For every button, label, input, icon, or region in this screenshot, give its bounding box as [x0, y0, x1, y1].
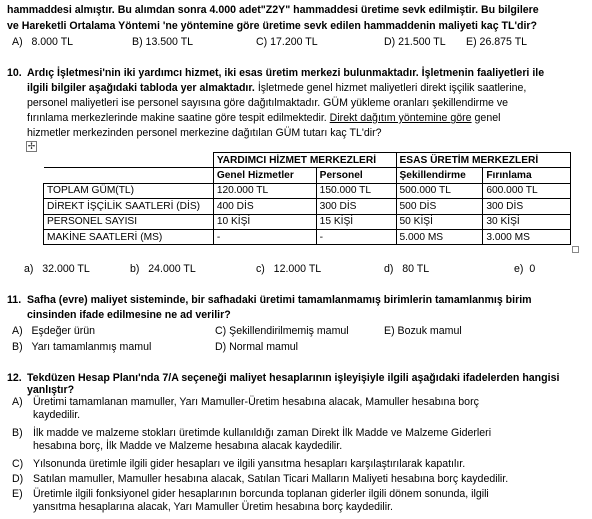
- q11-option-b[interactable]: B) Yarı tamamlanmış mamul: [12, 341, 152, 353]
- table-cell: 5.000 MS: [396, 229, 483, 244]
- q11-text-line2: cinsinden ifade edilmesine ne ad verilir?: [27, 309, 231, 321]
- cost-center-table: [43, 152, 571, 245]
- q9-option-d[interactable]: D) 21.500 TL: [384, 36, 446, 48]
- table-row-label: MAKİNE SAATLERİ (MS): [44, 229, 214, 244]
- q12-number: 12.: [7, 372, 22, 384]
- table-row-label: PERSONEL SAYISI: [44, 214, 214, 229]
- table-row: [44, 229, 571, 244]
- q10-option-c[interactable]: c) 12.000 TL: [256, 263, 322, 275]
- q10-number: 10.: [7, 67, 22, 79]
- q10-option-e[interactable]: e) 0: [514, 263, 536, 275]
- q10-option-a[interactable]: a) 32.000 TL: [24, 263, 90, 275]
- q9-option-c[interactable]: C) 17.200 TL: [256, 36, 318, 48]
- q12-option-e[interactable]: E) Üretimle ilgili fonksiyonel gider hesaplarının borcunda toplanan giderler ilgili dönem sonunda, ilgili yansıtma hesaplarına alacak, Yarı Mamuller Üretim hesabına borç kaydedilir.: [12, 488, 489, 513]
- table-cell: 150.000 TL: [316, 183, 396, 198]
- table-empty-cell: [44, 168, 214, 183]
- table-row: [44, 183, 571, 198]
- table-row-label: TOPLAM GÜM(TL): [44, 183, 214, 198]
- q10-text-line2: ilgili bilgiler aşağıdaki tabloda yer almaktadır. İşletmede genel hizmet maliyetleri direkt işçilik saatlerine,: [27, 82, 527, 94]
- q9-option-b[interactable]: B) 13.500 TL: [132, 36, 194, 48]
- q11-number: 11.: [7, 294, 22, 306]
- table-col-header: Genel Hizmetler: [213, 168, 316, 183]
- table-cell: 500 DİS: [396, 199, 483, 214]
- table-col-header: Personel: [316, 168, 396, 183]
- q10-option-b[interactable]: b) 24.000 TL: [130, 263, 196, 275]
- table-row: [44, 214, 571, 229]
- q10-text-line5: hizmetler merkezinden personel merkezine dağıtılan GÜM tutarı kaç TL'dir?: [27, 127, 382, 139]
- q10-text-line1: Ardıç İşletmesi'nin iki yardımcı hizmet, iki esas üretim merkezi bulunmaktadır. İşletmenin faaliyetleri ile: [27, 67, 545, 79]
- table-cell: 3.000 MS: [483, 229, 571, 244]
- q10-text-line4: fırınlama merkezlerinde makine saatine göre tespit edilmektedir. Direkt dağıtım yöntemine göre genel: [27, 112, 501, 124]
- table-cell: 500.000 TL: [396, 183, 483, 198]
- q12-option-b[interactable]: B) İlk madde ve malzeme stokları üretimde kullanıldığı zaman Direkt İlk Madde ve Malzeme Giderleri hesabına borç, İlk Madde ve Malzeme hesabına alacak kaydedilir.: [12, 427, 492, 452]
- table-group-header-row: [44, 153, 571, 168]
- table-cell: 30 KİŞİ: [483, 214, 571, 229]
- table-cell: 50 KİŞİ: [396, 214, 483, 229]
- table-group-support: YARDIMCI HİZMET MERKEZLERİ: [213, 153, 396, 168]
- q11-option-d[interactable]: D) Normal mamul: [215, 341, 299, 353]
- table-cell: -: [213, 229, 316, 244]
- table-column-header-row: [44, 168, 571, 183]
- q11-text-line1: Safha (evre) maliyet sisteminde, bir safhadaki üretimi tamamlanmamış birimlerin tamamlanmış birim: [27, 294, 532, 306]
- table-row: [44, 199, 571, 214]
- q10-text-line3: personel maliyetleri ise personel sayısına göre dağıtılmaktadır. GÜM yükleme oranları şekillendirme ve: [27, 97, 509, 109]
- table-move-handle-icon[interactable]: ✢: [27, 141, 36, 151]
- table-cell: 300 DİS: [483, 199, 571, 214]
- table-col-header: Fırınlama: [483, 168, 571, 183]
- q9-option-a[interactable]: A) 8.000 TL: [12, 36, 74, 48]
- q11-option-e[interactable]: E) Bozuk mamul: [384, 325, 462, 337]
- q12-option-a[interactable]: A) Üretimi tamamlanan mamuller, Yarı Mamuller-Üretim hesabına alacak, Mamuller hesabına borç kaydedilir.: [12, 396, 479, 421]
- table-cell: 120.000 TL: [213, 183, 316, 198]
- q9-text-line2: ve Hareketli Ortalama Yöntemi 'ne yöntemine göre üretime sevk edilen hammaddenin maliyeti kaç TL'dir?: [7, 20, 538, 32]
- table-col-header: Şekillendirme: [396, 168, 483, 183]
- q12-text-line1: Tekdüzen Hesap Planı'nda 7/A seçeneği maliyet hesaplarının işleyişiyle ilgili aşağıdaki ifadelerden hangisi: [27, 372, 560, 384]
- table-cell: 400 DİS: [213, 199, 316, 214]
- q12-option-c[interactable]: C) Yılsonunda üretimle ilgili gider hesapları ve ilgili yansıtma hesapları karşılaştırılarak kapatılır.: [12, 458, 466, 470]
- table-cell: 10 KİŞİ: [213, 214, 316, 229]
- q9-text-line1: hammaddesi almıştır. Bu alımdan sonra 4.000 adet"Z2Y" hammaddesi üretime sevk edilmiştir. Bu bilgilere: [7, 4, 539, 16]
- table-cell: 300 DİS: [316, 199, 396, 214]
- q9-option-e[interactable]: E) 26.875 TL: [466, 36, 528, 48]
- table-group-main: ESAS ÜRETİM MERKEZLERİ: [396, 153, 571, 168]
- q12-text-line2: yanlıştır?: [27, 384, 75, 396]
- q11-option-a[interactable]: A) Eşdeğer ürün: [12, 325, 96, 337]
- q11-option-c[interactable]: C) Şekillendirilmemiş mamul: [215, 325, 349, 337]
- table-resize-handle[interactable]: [572, 246, 579, 253]
- q10-option-d[interactable]: d) 80 TL: [384, 263, 430, 275]
- table-row-label: DİREKT İŞÇİLİK SAATLERİ (DİS): [44, 199, 214, 214]
- table-empty-cell: [44, 153, 214, 168]
- table-cell: 15 KİŞİ: [316, 214, 396, 229]
- table-cell: -: [316, 229, 396, 244]
- q12-option-d[interactable]: D) Satılan mamuller, Mamuller hesabına alacak, Satılan Ticari Malların Maliyeti hesabına borç kaydedilir.: [12, 473, 509, 485]
- table-cell: 600.000 TL: [483, 183, 571, 198]
